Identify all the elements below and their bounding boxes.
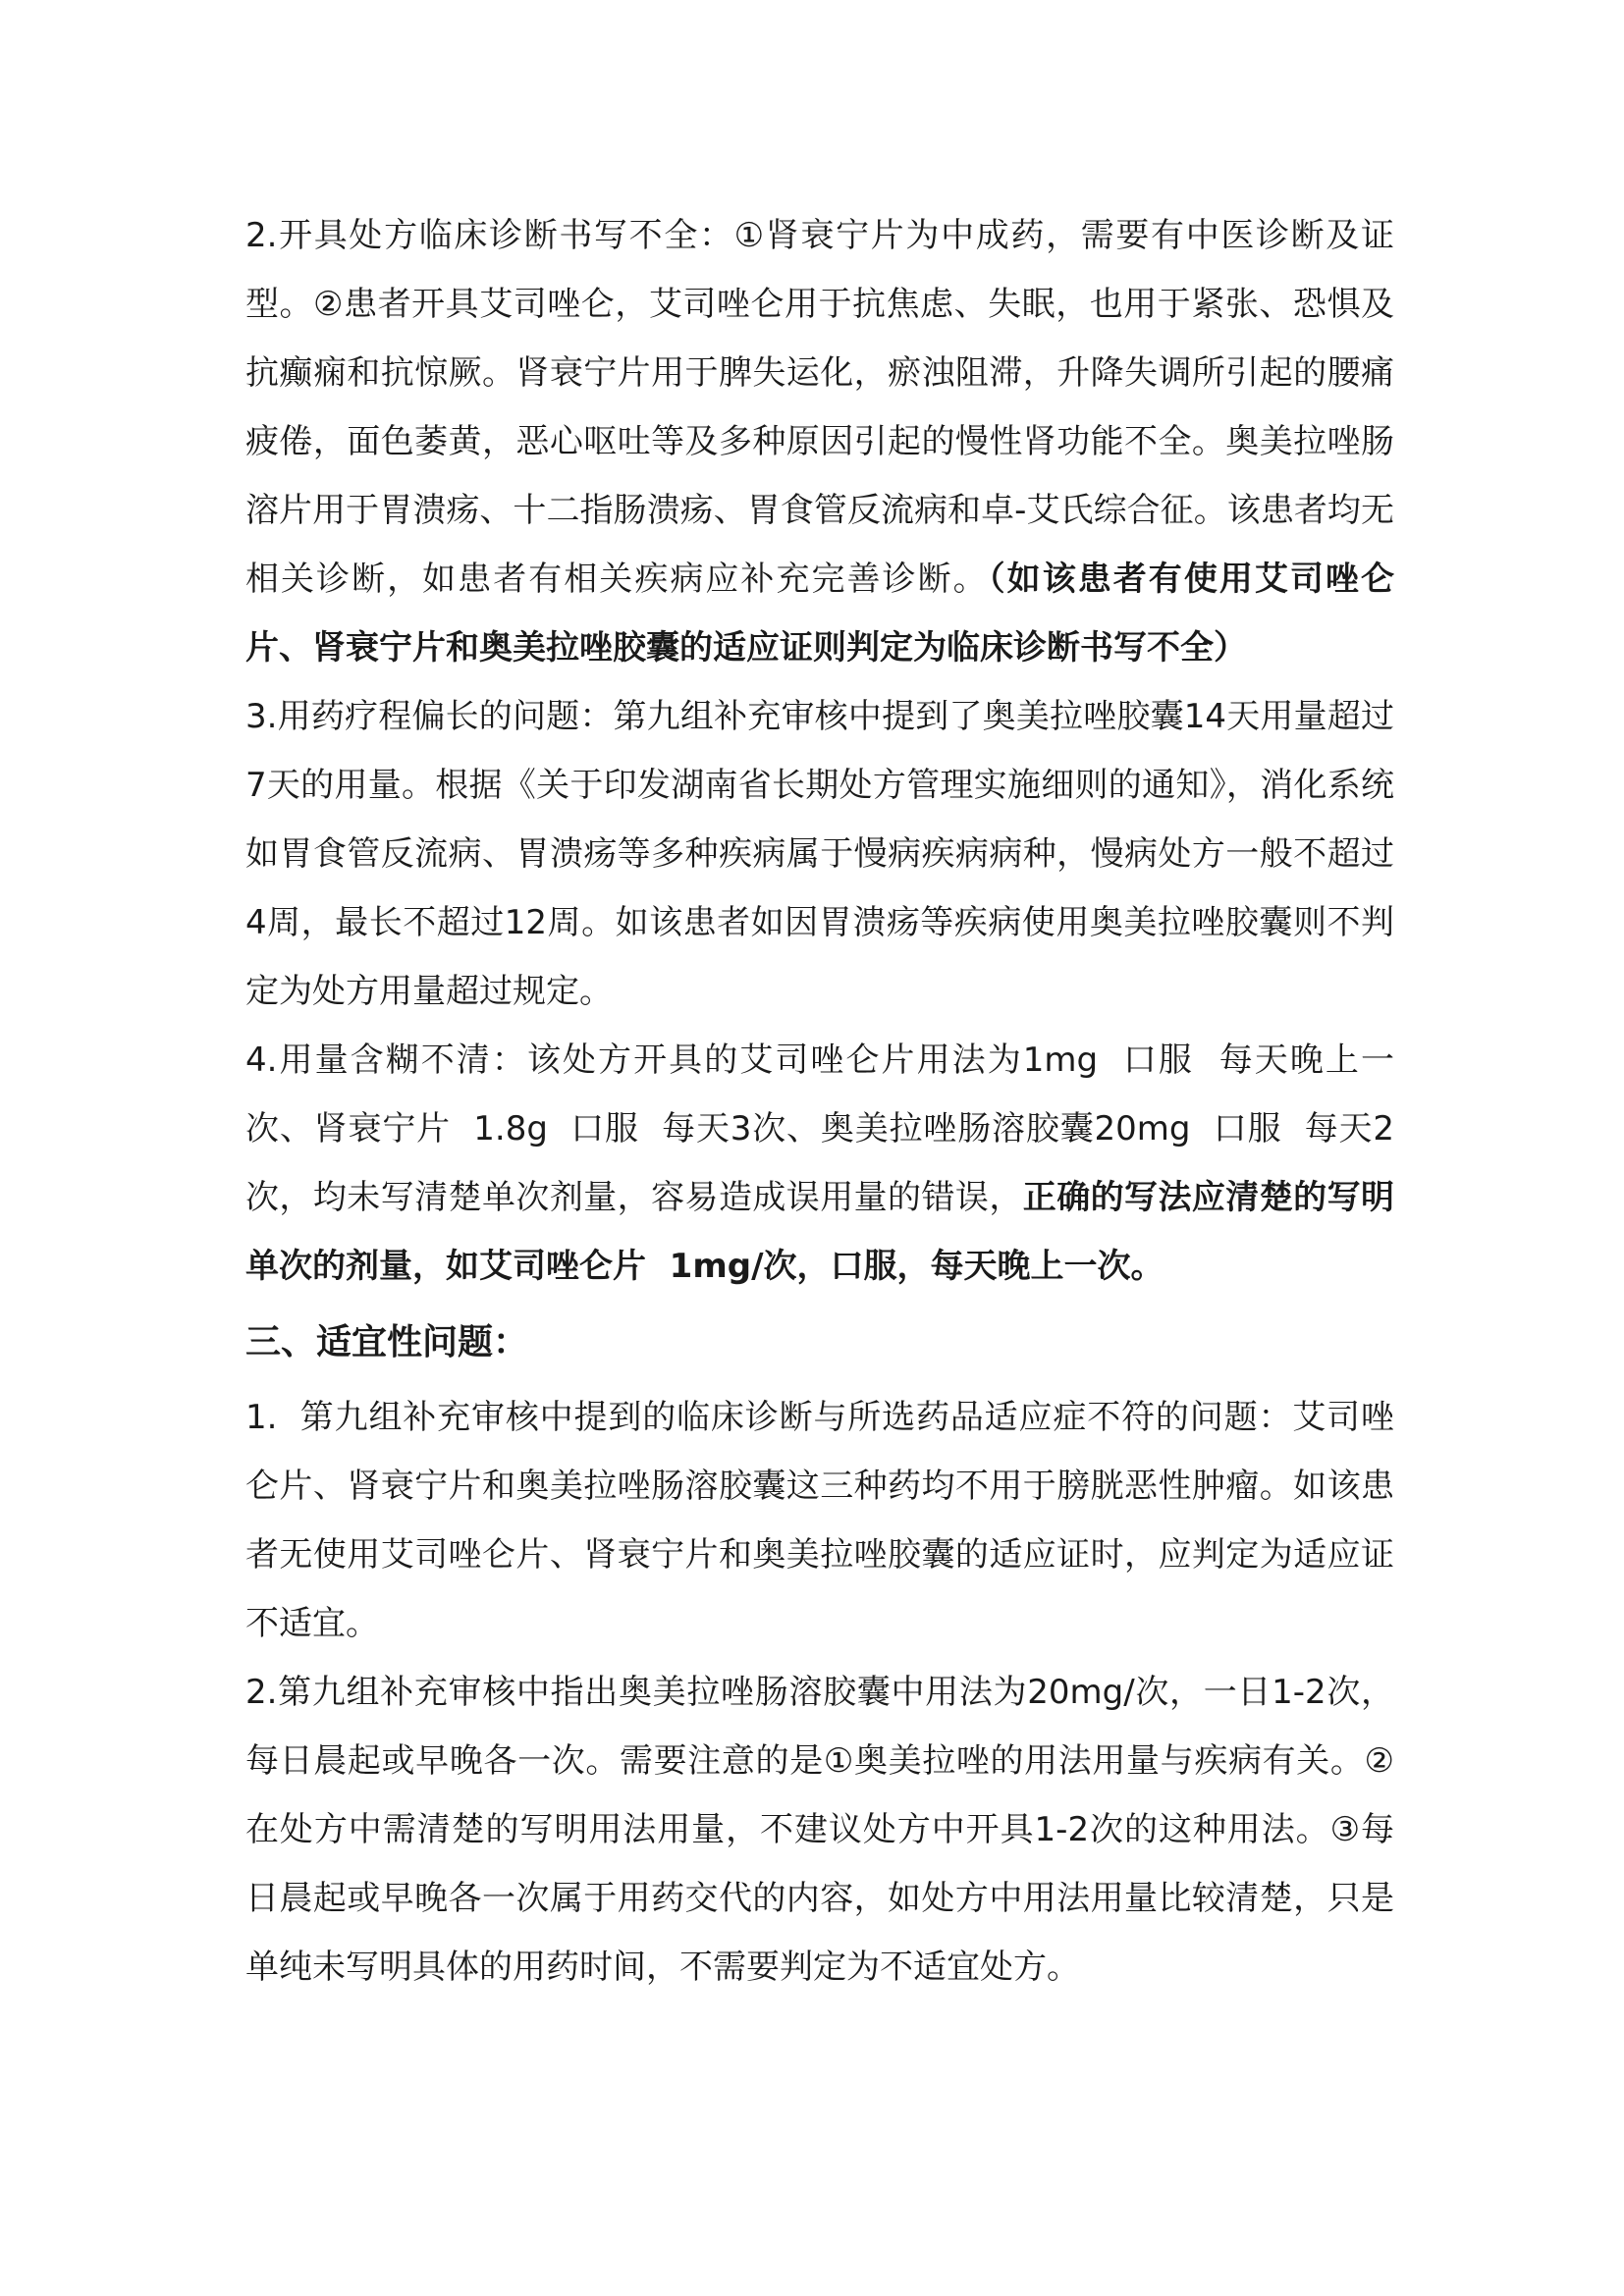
paragraph-text: 4.用量含糊不清：该处方开具的艾司唑仑片用法为1mg 口服 每天晚上一次、肾衰宁片 1.8g 口服 每天3次、奥美拉唑肠溶胶囊20mg 口服 每天2次，均未写清楚单次剂量，容易造成误用量的错误， bbox=[245, 1041, 1394, 1217]
paragraph-bold-note: 正确的写法应清楚的写明单次的剂量，如艾司唑仑片 1mg/次，口服，每天晚上一次。 bbox=[245, 1178, 1395, 1286]
paragraph-course-too-long bbox=[245, 682, 1394, 1026]
paragraph-text: 2.开具处方临床诊断书写不全：①肾衰宁片为中成药，需要有中医诊断及证型。②患者开具艾司唑仑，艾司唑仑用于抗焦虑、失眠，也用于紧张、恐惧及抗癫痫和抗惊厥。肾衰宁片用于脾失运化，瘀浊阻滞，升降失调所引起的腰痛疲倦，面色萎黄，恶心呕吐等及多种原因引起的慢性肾功能不全。奥美拉唑肠溶片用于胃溃疡、十二指肠溃疡、胃食管反流病和卓-艾氏综合征。该患者均无相关诊断，如患者有相关疾病应补充完善诊断。 bbox=[245, 216, 1394, 599]
paragraph-text: 3.用药疗程偏长的问题：第九组补充审核中提到了奥美拉唑胶囊14天用量超过7天的用量。根据《关于印发湖南省长期处方管理实施细则的通知》，消化系统如胃食管反流病、胃溃疡等多种疾病属于慢病疾病病种，慢病处方一般不超过4周，最长不超过12周。如该患者如因胃溃疡等疾病使用奥美拉唑胶囊则不判定为处方用量超过规定。 bbox=[245, 697, 1394, 1011]
paragraph-clinical-diagnosis bbox=[245, 201, 1394, 682]
section-heading: 三、适宜性问题： bbox=[245, 1322, 529, 1362]
paragraph-indication-mismatch bbox=[245, 1383, 1394, 1658]
paragraph-text: 2.第九组补充审核中指出奥美拉唑肠溶胶囊中用法为20mg/次，一日1-2次，每日晨起或早晚各一次。需要注意的是①奥美拉唑的用法用量与疾病有关。②在处方中需清楚的写明用法用量，不建议处方中开具1-2次的这种用法。③每日晨起或早晚各一次属于用药交代的内容，如处方中用法用量比较清楚，只是单纯未写明具体的用药时间，不需要判定为不适宜处方。 bbox=[245, 1673, 1394, 1987]
paragraph-text: 1. 第九组补充审核中提到的临床诊断与所选药品适应症不符的问题：艾司唑仑片、肾衰宁片和奥美拉唑肠溶胶囊这三种药均不用于膀胱恶性肿瘤。如该患者无使用艾司唑仑片、肾衰宁片和奥美拉唑胶囊的适应证时，应判定为适应证不适宜。 bbox=[245, 1398, 1394, 1643]
paragraph-dosage-unclear bbox=[245, 1026, 1394, 1301]
paragraph-usage-frequency bbox=[245, 1658, 1394, 2002]
document-body bbox=[245, 201, 1394, 2002]
paragraph-bold-note: （如该患者有使用艾司唑仑片、肾衰宁片和奥美拉唑胶囊的适应证则判定为临床诊断书写不全） bbox=[245, 560, 1394, 667]
